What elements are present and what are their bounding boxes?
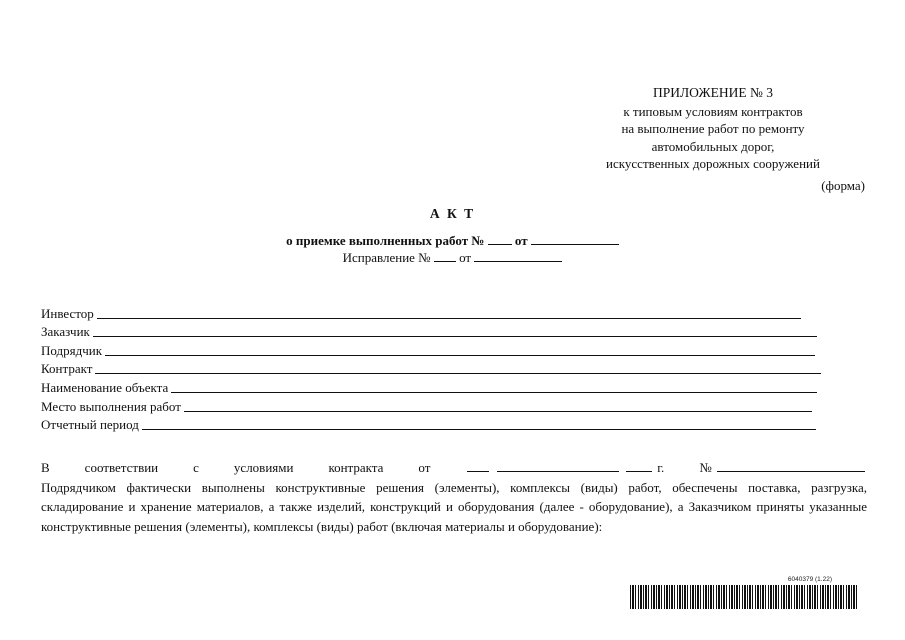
barcode-text: 6040379 (1.22) (787, 576, 832, 583)
field-reporting-period (41, 415, 841, 434)
appendix-line: автомобильных дорог, (651, 138, 775, 154)
acceptance-paragraph (41, 458, 867, 536)
number-sign: № (699, 460, 712, 475)
paragraph-word: В (41, 460, 50, 475)
paragraph-word: соответствии (84, 460, 159, 475)
appendix-line: искусственных дорожных сооружений (606, 156, 820, 172)
correction-from: от (459, 250, 472, 265)
appendix-line: на выполнение работ по ремонту (621, 121, 805, 137)
year-suffix: г. (657, 460, 665, 475)
field-label: Заказчик (41, 324, 90, 340)
contract-year-blank[interactable] (626, 461, 652, 472)
act-subtitle-text: о приемке выполненных работ № (286, 233, 485, 248)
act-subtitle (0, 232, 905, 249)
correction-text: Исправление № (342, 250, 431, 265)
field-line[interactable] (171, 381, 817, 393)
field-object-name (41, 377, 841, 396)
paragraph-first-line (41, 458, 867, 478)
field-line[interactable] (95, 362, 821, 374)
field-label: Подрядчик (41, 342, 103, 358)
field-contractor (41, 340, 841, 359)
contract-day-blank[interactable] (467, 461, 489, 472)
act-subtitle-block (0, 232, 905, 266)
field-line[interactable] (142, 418, 816, 430)
field-label: Место выполнения работ (41, 398, 181, 414)
fields-block (41, 303, 841, 433)
field-line[interactable] (93, 325, 817, 337)
field-label: Контракт (41, 361, 93, 377)
contract-number-block (699, 458, 867, 478)
act-date-blank[interactable] (531, 232, 619, 245)
contract-number-blank[interactable] (717, 461, 865, 472)
field-investor (41, 303, 841, 322)
act-correction (0, 249, 905, 266)
correction-number-blank[interactable] (434, 249, 456, 262)
contract-month-blank[interactable] (497, 461, 619, 472)
act-number-blank[interactable] (488, 232, 512, 245)
appendix-title: ПРИЛОЖЕНИЕ № 3 (652, 85, 774, 100)
field-label: Отчетный период (41, 417, 139, 433)
paragraph-word: контракта (328, 460, 384, 475)
act-subtitle-from: от (514, 233, 528, 248)
field-customer (41, 322, 841, 341)
paragraph-word: от (418, 460, 431, 475)
paragraph-word: условиями (233, 460, 294, 475)
contract-date-blank (465, 458, 664, 478)
field-contract (41, 359, 841, 378)
form-label: (форма) (821, 178, 865, 193)
field-work-location (41, 396, 841, 415)
barcode-icon (630, 585, 858, 609)
field-line[interactable] (97, 307, 801, 319)
appendix-line: к типовым условиям контрактов (623, 103, 803, 119)
field-label: Наименование объекта (41, 379, 169, 395)
field-label: Инвестор (41, 305, 94, 321)
barcode (630, 576, 858, 612)
paragraph-word: с (193, 460, 199, 475)
correction-date-blank[interactable] (474, 249, 562, 262)
paragraph-body: Подрядчиком фактически выполнены конструктивные решения (элементы), комплексы (виды) работ, обеспечены поставка, разгрузка, складирование и хранение материалов, а также изделий, конструкций и оборудования (далее - оборудование), а Заказчиком приняты указанные конструктивные решения (элементы), комплексы (виды) работ (включая материалы и оборудование): (41, 479, 867, 534)
act-title: А К Т (429, 206, 476, 221)
field-line[interactable] (184, 400, 812, 412)
appendix-header (560, 84, 866, 173)
field-line[interactable] (105, 344, 815, 356)
